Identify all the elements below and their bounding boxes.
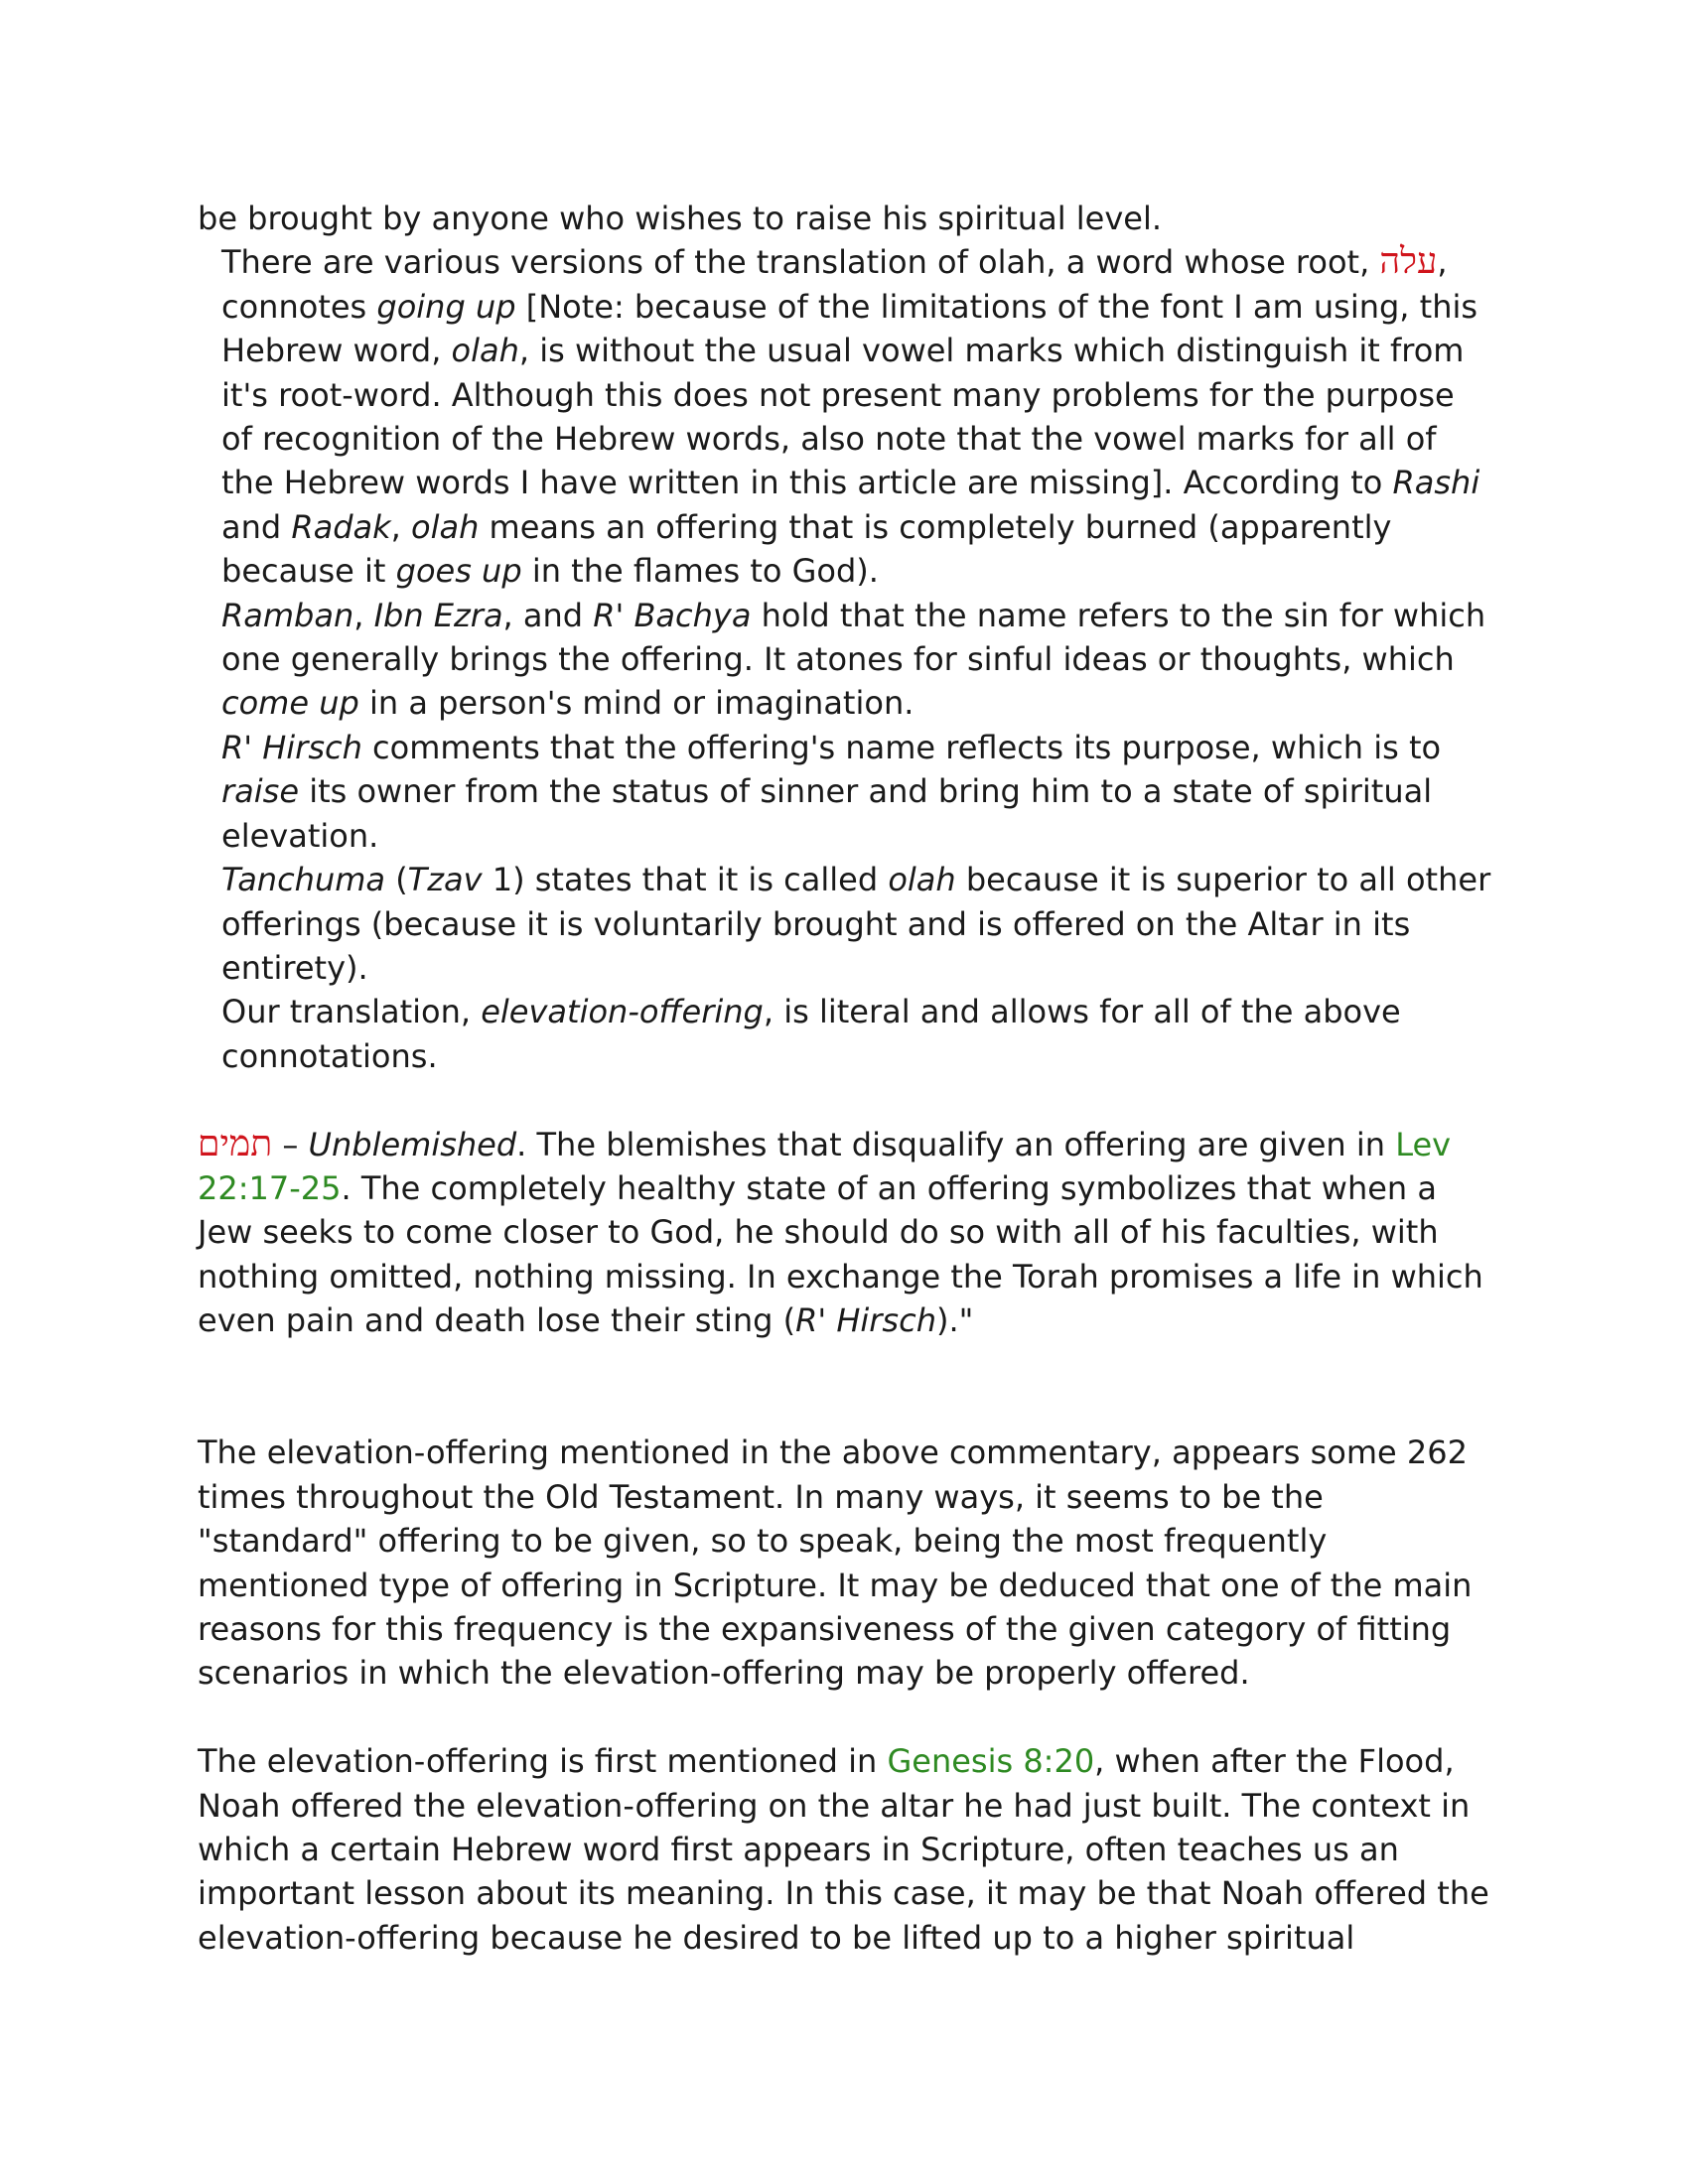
paragraph-our-translation: Our translation, elevation-offering, is literal and allows for all of the above connotations. <box>221 993 1401 1075</box>
paragraph-elevation-frequency: The elevation-offering mentioned in the above commentary, appears some 262 times throughout the Old Testament. In many ways, it seems to be the "standard" offering to be given, so to speak, being the most frequently mentioned type of offering in Scripture. It may be deduced that one of the main reasons for this frequency is the expansiveness of the given category of fitting scenarios in which the elevation-offering may be properly offered. <box>198 1433 1473 1693</box>
hebrew-word-tamim: תמים <box>198 1123 273 1164</box>
scripture-reference-lev[interactable]: Lev 22:17-25 <box>198 1125 1452 1207</box>
document-page <box>198 197 1493 1960</box>
paragraph-hirsch: R' Hirsch comments that the offering's name reflects its purpose, which is to raise its owner from the status of sinner and bring him to a state of spiritual elevation. <box>221 728 1442 855</box>
paragraph-ramban: Ramban, Ibn Ezra, and R' Bachya hold that the name refers to the sin for which one generally brings the offering. It atones for sinful ideas or thoughts, which come up in a person's mind or imagination. <box>221 596 1486 723</box>
paragraph-olah-translation: There are various versions of the translation of olah, a word whose root, עלה, connotes going up [Note: because of the limitations of the font I am using, this Hebrew word, olah, is without the usual vowel marks which distinguish it from it's root-word. Although this does not present many problems for the purpose of recognition of the Hebrew words, also note that the vowel marks for all of the Hebrew words I have written in this article are missing]. According to Rashi and Radak, olah means an offering that is completely burned (apparently because it goes up in the flames to God). <box>221 241 1480 591</box>
paragraph-first-mention: The elevation-offering is first mentioned in Genesis 8:20, when after the Flood, Noah offered the elevation-offering on the altar he had just built. The context in which a certain Hebrew word first appears in Scripture, often teaches us an important lesson about its meaning. In this case, it may be that Noah offered the elevation-offering because he desired to be lifted up to a higher spiritual <box>198 1742 1489 1957</box>
hebrew-word-olah: עלה <box>1379 241 1438 283</box>
paragraph-unblemished: תמים – Unblemished. The blemishes that disqualify an offering are given in Lev 22:17-25. The completely healthy state of an offering symbolizes that when a Jew seeks to come closer to God, he should do so with all of his faculties, with nothing omitted, nothing missing. In exchange the Torah promises a life in which even pain and death lose their sting (R' Hirsch)." <box>198 1123 1483 1340</box>
scripture-reference-genesis[interactable]: Genesis 8:20 <box>887 1742 1095 1781</box>
paragraph-continuation: be brought by anyone who wishes to raise his spiritual level. <box>198 200 1163 237</box>
paragraph-tanchuma: Tanchuma (Tzav 1) states that it is called olah because it is superior to all other offerings (because it is voluntarily brought and is offered on the Altar in its entirety). <box>221 861 1491 987</box>
